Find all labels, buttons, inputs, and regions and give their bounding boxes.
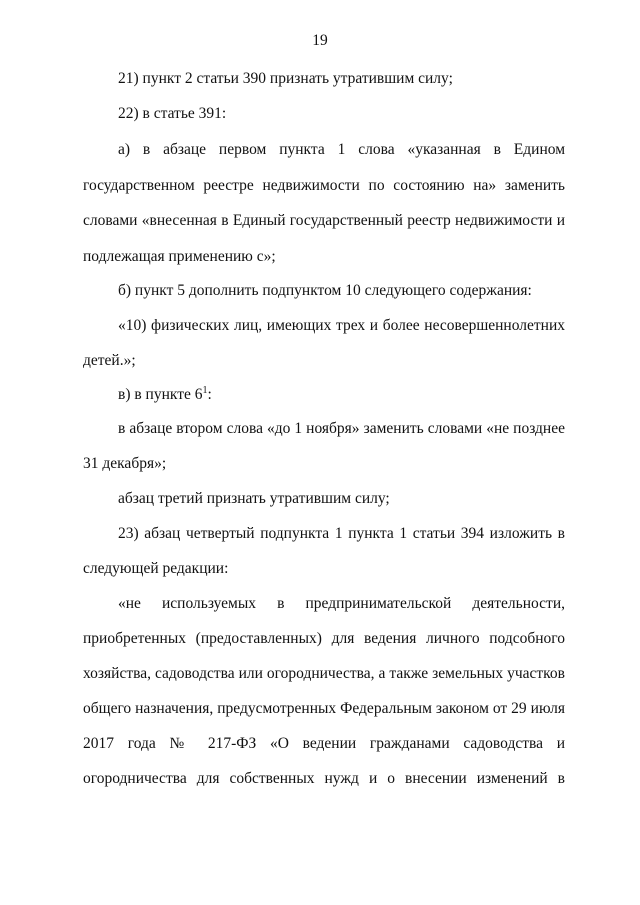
text-line-quote-6: огородничества для собственных нужд и о внесении изменений в [83,770,565,787]
text-line-quote-5: 2017 года № 217-ФЗ «О ведении гражданами садоводства и [83,735,565,752]
text-line-sub-a-3: словами «внесенная в Единый государственный реестр недвижимости и [83,212,565,229]
text-line-item-23-1: 23) абзац четвертый подпункта 1 пункта 1 статьи 394 изложить в [118,525,565,542]
text-line-quote-1: «не используемых в предпринимательской деятельности, [118,595,565,612]
text-line-para-2-1: в абзаце втором слова «до 1 ноября» заменить словами «не позднее [118,420,565,437]
text-line-sub-a-4: подлежащая применению с»; [83,248,276,265]
text-line-quote-4: общего назначения, предусмотренных Федеральным законом от 29 июля [83,700,565,717]
text-line-para-3: абзац третий признать утратившим силу; [118,490,390,507]
text-line-quote-2: приобретенных (предоставленных) для ведения личного подсобного [83,630,565,647]
sub-v-superscript: 1 [202,385,208,396]
page-number: 19 [312,32,328,49]
text-line-para-2-2: 31 декабря»; [83,455,167,472]
text-line-quote-10-1: «10) физических лиц, имеющих трех и более несовершеннолетних [118,317,565,334]
sub-v-text: в) в пункте 6 [118,386,203,403]
text-line-sub-b: б) пункт 5 дополнить подпунктом 10 следующего содержания: [118,282,532,299]
text-line-quote-10-2: детей.»; [83,352,136,369]
text-line-item-21: 21) пункт 2 статьи 390 признать утратившим силу; [118,70,453,87]
text-line-sub-a-1: а) в абзаце первом пункта 1 слова «указанная в Едином [118,141,565,158]
text-line-item-23-2: следующей редакции: [83,560,229,577]
text-line-quote-3: хозяйства, садоводства или огородничества, а также земельных участков [83,665,565,682]
text-line-item-22: 22) в статье 391: [118,105,227,122]
sub-v-colon: : [207,386,212,403]
text-line-sub-a-2: государственном реестре недвижимости по состоянию на» заменить [83,177,565,194]
text-line-sub-v [118,385,565,405]
